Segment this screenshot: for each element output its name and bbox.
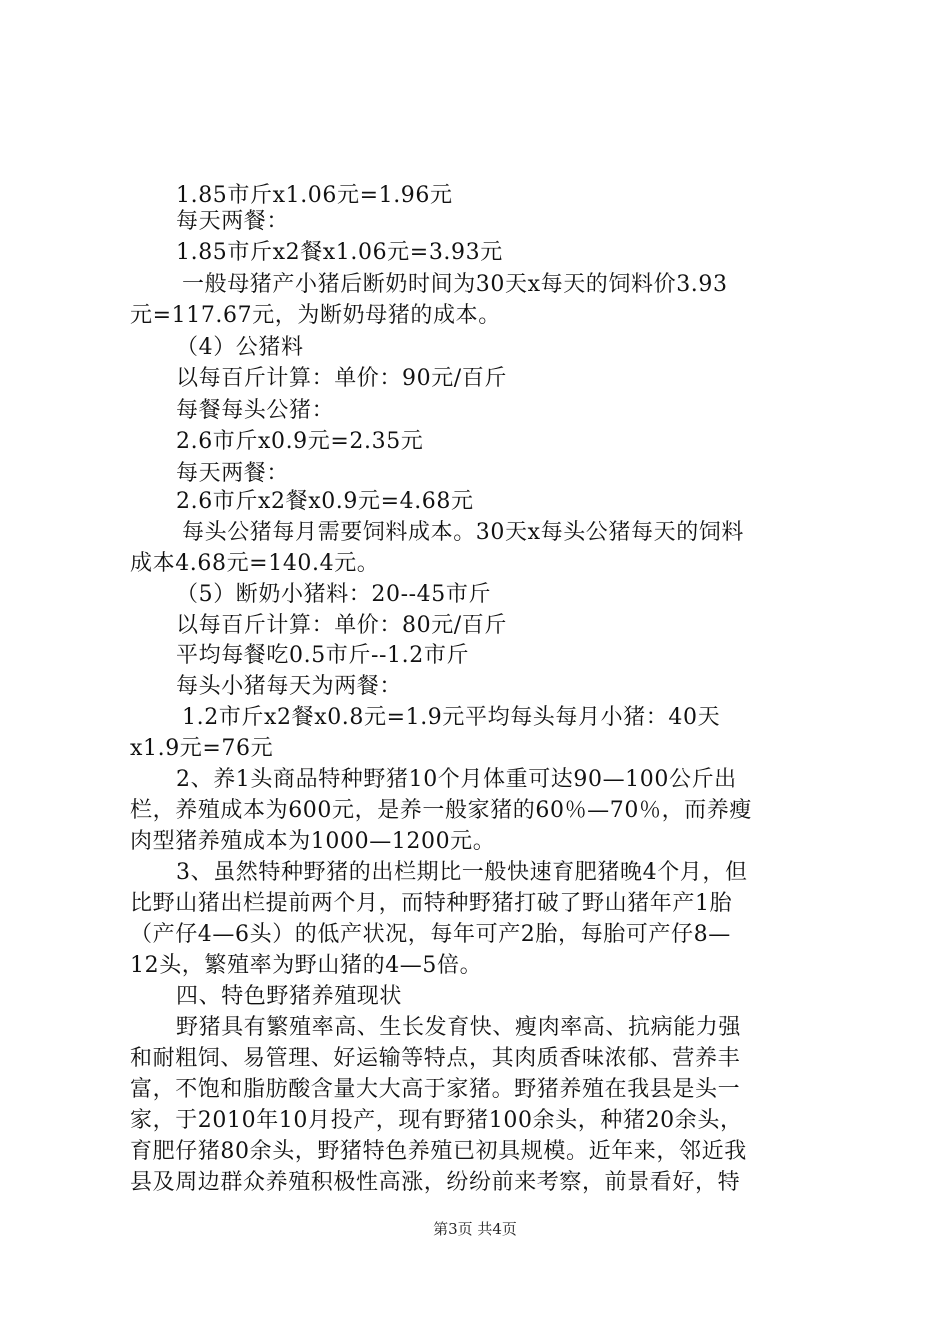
- text-line: x1.9元=76元: [130, 736, 274, 761]
- text-line: （5）断奶小猪料：20--45市斤: [176, 582, 492, 607]
- text-line: 四、特色野猪养殖现状: [176, 984, 403, 1009]
- text-line: 平均每餐吃0.5市斤--1.2市斤: [176, 643, 470, 668]
- text-line: 每头小猪每天为两餐：: [176, 674, 403, 699]
- text-line: 肉型猪养殖成本为1000—1200元。: [130, 829, 496, 854]
- text-line: 每餐每头公猪：: [176, 398, 335, 423]
- text-line: 2.6市斤x2餐x0.9元=4.68元: [176, 489, 474, 514]
- text-line: 家，于2010年10月投产，现有野猪100余头，种猪20余头，: [130, 1108, 743, 1133]
- text-line: 元=117.67元，为断奶母猪的成本。: [130, 303, 501, 328]
- text-line: 育肥仔猪80余头，野猪特色养殖已初具规模。近年来，邻近我: [130, 1139, 747, 1164]
- text-line: 野猪具有繁殖率高、生长发育快、瘦肉率高、抗病能力强: [176, 1015, 742, 1040]
- text-line: 每天两餐：: [176, 461, 290, 486]
- text-line: 1.2市斤x2餐x0.8元=1.9元平均每头每月小猪：40天: [182, 705, 721, 730]
- page-footer: 第3页 共4页: [433, 1220, 517, 1238]
- text-line: 以每百斤计算：单价：90元/百斤: [176, 366, 508, 391]
- text-line: 一般母猪产小猪后断奶时间为30天x每天的饲料价3.93: [182, 272, 728, 297]
- text-line: 富，不饱和脂肪酸含量大大高于家猪。野猪养殖在我县是头一: [130, 1077, 741, 1102]
- text-line: 和耐粗饲、易管理、好运输等特点，其肉质香味浓郁、营养丰: [130, 1046, 741, 1071]
- text-line: （产仔4—6头）的低产状况，每年可产2胎，每胎可产仔8—: [130, 922, 731, 947]
- text-line: 每天两餐：: [176, 209, 290, 234]
- text-line: （4）公猪料: [176, 335, 304, 360]
- text-line: 1.85市斤x2餐x1.06元=3.93元: [176, 240, 503, 265]
- text-line: 2、养1头商品特种野猪10个月体重可达90—100公斤出: [176, 767, 737, 792]
- text-line: 以每百斤计算：单价：80元/百斤: [176, 613, 508, 638]
- text-line: 栏，养殖成本为600元，是养一般家猪的60％—70％，而养瘦: [130, 798, 752, 823]
- text-line: 3、虽然特种野猪的出栏期比一般快速育肥猪晚4个月，但: [176, 860, 748, 885]
- text-line: 比野山猪出栏提前两个月，而特种野猪打破了野山猪年产1胎: [130, 891, 733, 916]
- text-line: 县及周边群众养殖积极性高涨，纷纷前来考察，前景看好，特: [130, 1170, 741, 1195]
- text-line: 2.6市斤x0.9元=2.35元: [176, 429, 424, 454]
- text-line: 1.85市斤x1.06元=1.96元: [176, 183, 453, 208]
- text-line: 每头公猪每月需要饲料成本。30天x每头公猪每天的饲料: [182, 520, 745, 545]
- text-line: 成本4.68元=140.4元。: [130, 551, 380, 576]
- text-line: 12头，繁殖率为野山猪的4—5倍。: [130, 953, 483, 978]
